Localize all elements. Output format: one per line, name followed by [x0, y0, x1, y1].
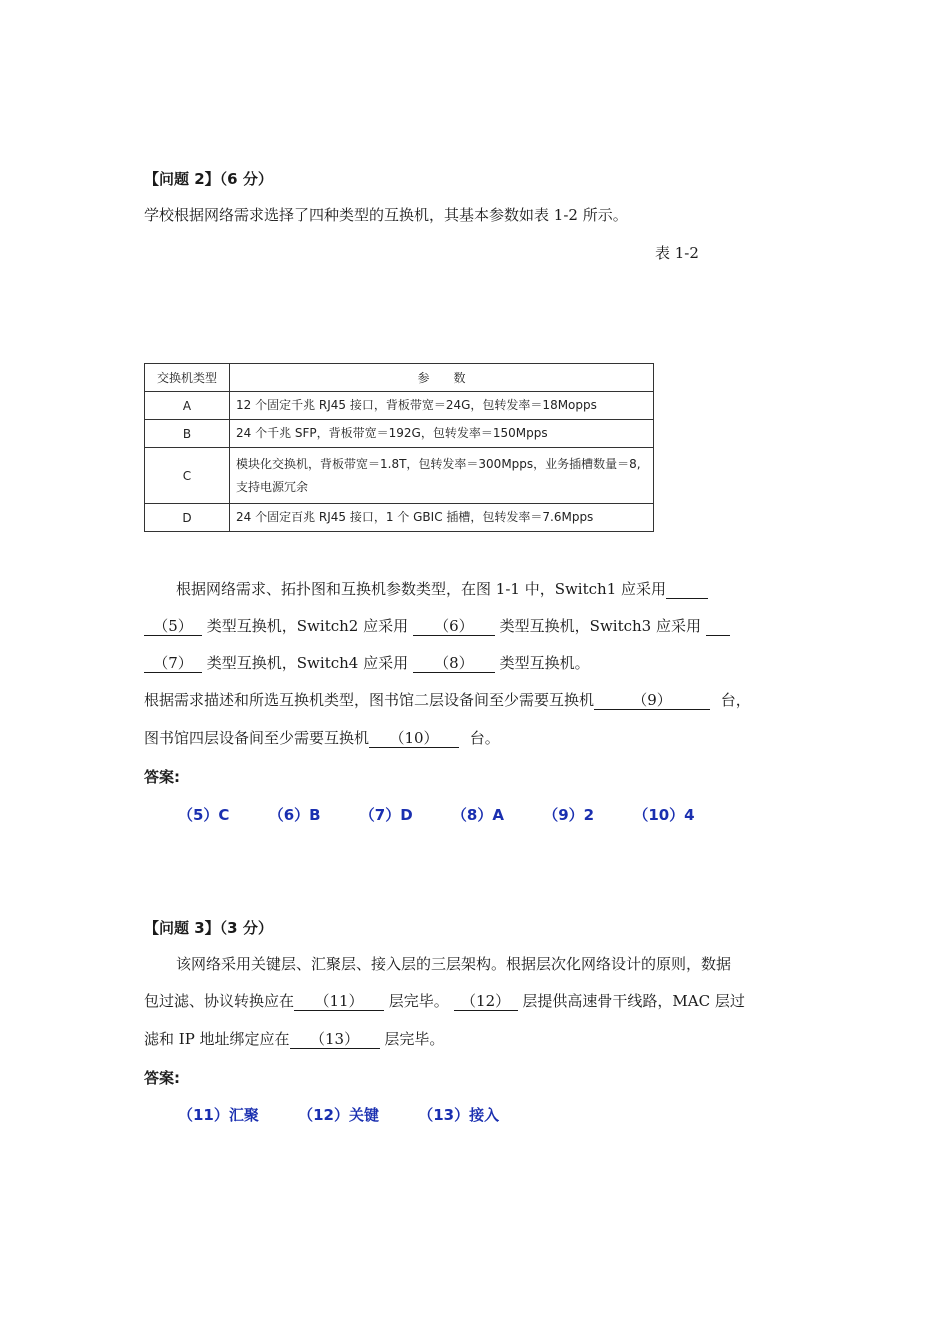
- q3-text: 层完毕。: [388, 992, 449, 1010]
- table-row: [145, 420, 654, 448]
- q2-answer-label: 答案:: [144, 768, 180, 786]
- q3-answers: [178, 1104, 533, 1125]
- table-row: [145, 392, 654, 420]
- blank-7: （7）: [144, 655, 202, 673]
- answer-item: （10）4: [633, 806, 695, 824]
- p1-line-1: [176, 579, 708, 599]
- table-cell-type: B: [145, 420, 230, 448]
- table-cell-type: D: [145, 504, 230, 532]
- table-row: [145, 448, 654, 504]
- answer-item: （12）关键: [298, 1106, 379, 1124]
- blank-8: （8）: [413, 655, 495, 673]
- blank-10: （10）: [369, 730, 459, 748]
- blank-13: （13）: [290, 1031, 380, 1049]
- table-header-param: 参 数: [230, 364, 654, 392]
- table-row: [145, 504, 654, 532]
- q3-text: 层完毕。: [384, 1030, 445, 1048]
- q3-line-2: [144, 991, 745, 1011]
- blank-11: （11）: [294, 993, 384, 1011]
- p2-text: 台。: [469, 729, 500, 747]
- q3-heading: 【问题 3】（3 分）: [144, 919, 273, 937]
- table-cell-param: 24 个固定百兆 RJ45 接口，1 个 GBIC 插槽，包转发率＝7.6Mpps: [230, 504, 654, 532]
- table-header-type: 交换机类型: [145, 364, 230, 392]
- answer-item: （11）汇聚: [178, 1106, 259, 1124]
- table-caption: 表 1-2: [655, 244, 699, 262]
- blank-6: （6）: [413, 618, 495, 636]
- q2-answers: [178, 804, 729, 825]
- blank-12: （12）: [454, 993, 518, 1011]
- p1-text: 类型互换机，Switch2 应采用: [206, 617, 409, 635]
- blank-9: （9）: [594, 692, 710, 710]
- switch-params-table: [144, 363, 654, 532]
- p2-line-2: [144, 728, 500, 748]
- table-cell-type: A: [145, 392, 230, 420]
- q3-line-1: 该网络采用关键层、汇聚层、接入层的三层架构。根据层次化网络设计的原则，数据: [176, 955, 732, 973]
- p2-text: 根据需求描述和所选互换机类型，图书馆二层设备间至少需要互换机: [144, 691, 595, 709]
- table-cell-param: 12 个固定千兆 RJ45 接口，背板带宽＝24G，包转发率＝18Mopps: [230, 392, 654, 420]
- q3-text: 包过滤、协议转换应在: [144, 992, 295, 1010]
- q2-intro: 学校根据网络需求选择了四种类型的互换机，其基本参数如表 1-2 所示。: [144, 206, 628, 224]
- p1-line-3: [144, 653, 590, 673]
- table-cell-type: C: [145, 448, 230, 504]
- q2-heading: 【问题 2】（6 分）: [144, 170, 273, 188]
- p2-line-1: [144, 690, 751, 710]
- q3-text: 滤和 IP 地址绑定应在: [144, 1030, 290, 1048]
- p2-text: 台，: [720, 691, 751, 709]
- answer-item: （6）B: [268, 806, 321, 824]
- table-header-row: [145, 364, 654, 392]
- answer-item: （9）2: [543, 806, 595, 824]
- p1-text: 类型互换机，Switch3 应采用: [499, 617, 701, 635]
- p2-text: 图书馆四层设备间至少需要互换机: [144, 729, 370, 747]
- q3-text: 层提供高速骨干线路，MAC 层过: [522, 992, 745, 1010]
- p1-text: 类型互换机，Switch4 应采用: [206, 654, 409, 672]
- q3-answer-label: 答案:: [144, 1069, 180, 1087]
- q3-line-3: [144, 1029, 444, 1049]
- answer-item: （13）接入: [418, 1106, 500, 1124]
- answer-item: （8）A: [451, 806, 504, 824]
- param-line-2: 支持电源冗余: [236, 479, 309, 494]
- blank-5: （5）: [144, 618, 202, 636]
- table-cell-param: 24 个千兆 SFP，背板带宽＝192G，包转发率＝150Mpps: [230, 420, 654, 448]
- p1-line-2: [144, 616, 730, 636]
- p1-text: 类型互换机。: [499, 654, 590, 672]
- blank-line: [666, 581, 708, 599]
- param-line-1: 模块化交换机，背板带宽＝1.8T，包转发率＝300Mpps，业务插槽数量＝8,: [236, 456, 641, 471]
- table-cell-param: [230, 448, 654, 504]
- p1-text: 根据网络需求、拓扑图和互换机参数类型，在图 1-1 中，Switch1 应采用: [176, 580, 667, 598]
- blank-line: [706, 618, 730, 636]
- answer-item: （7）D: [359, 806, 413, 824]
- answer-item: （5）C: [178, 806, 230, 824]
